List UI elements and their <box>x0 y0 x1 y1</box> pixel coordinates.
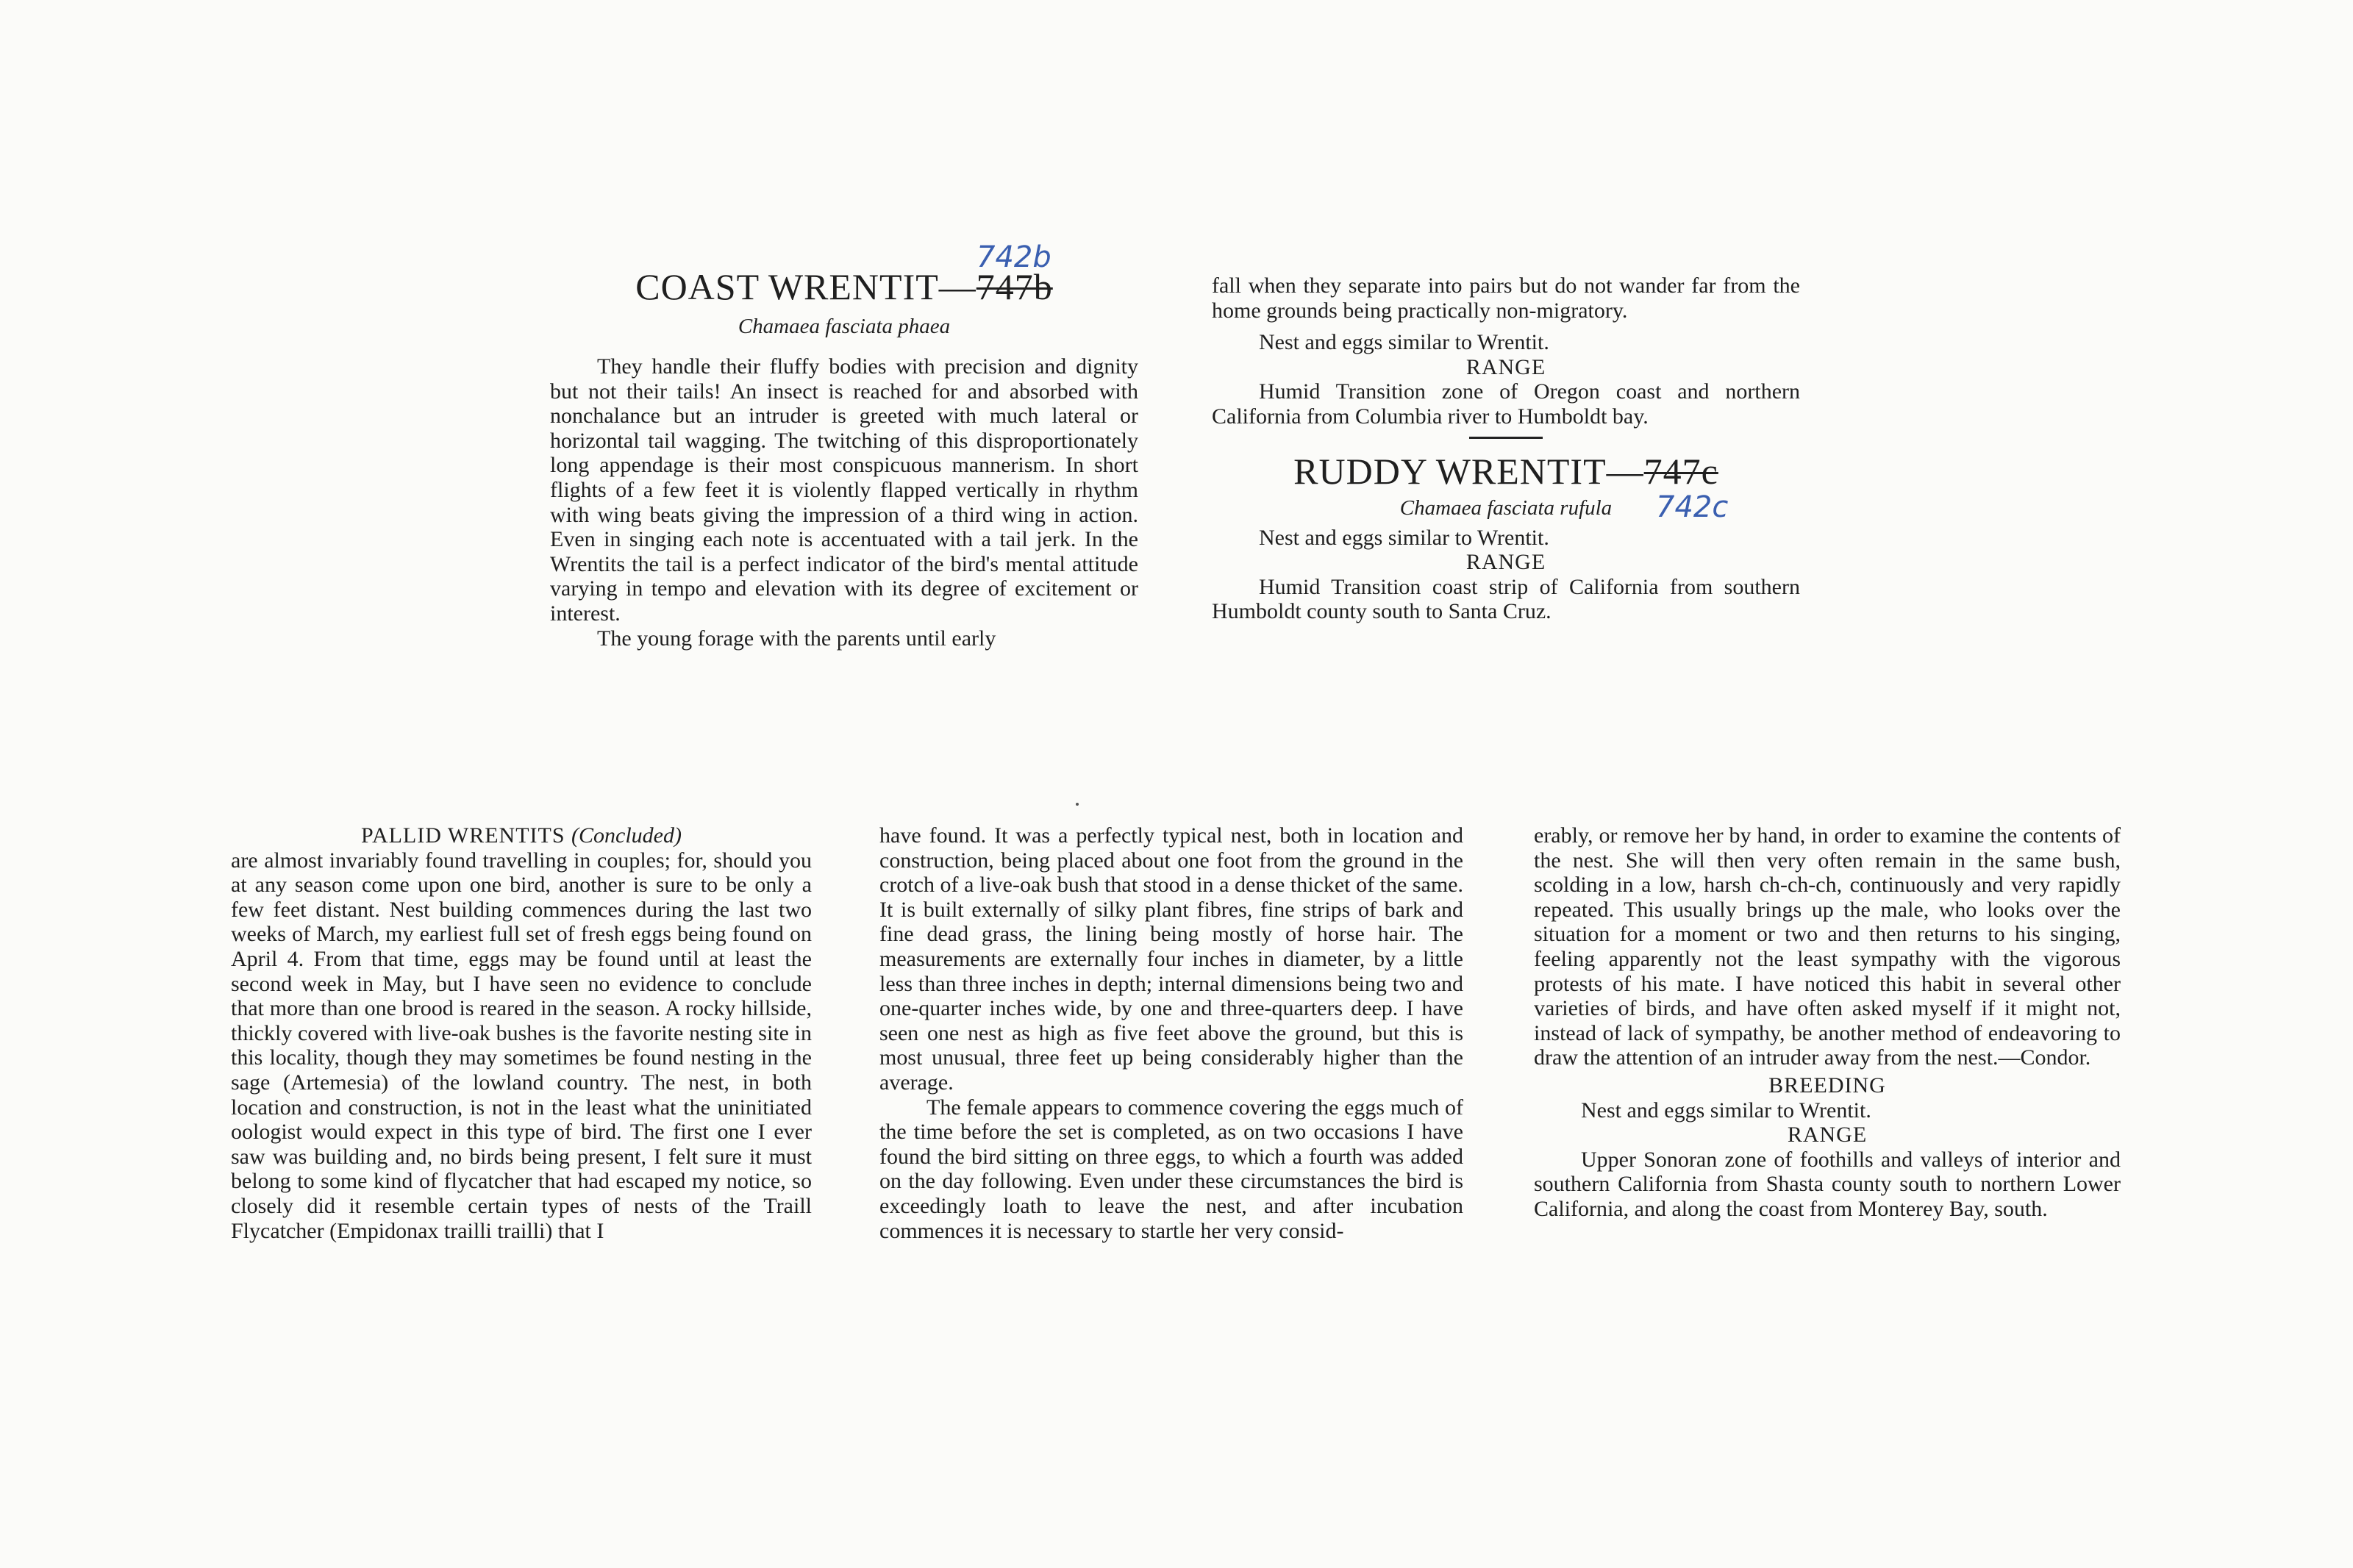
pallid-column-2 <box>879 823 1463 1243</box>
ruddy-wrentit-handwritten-number: 742c <box>1656 490 1729 524</box>
pallid-column-3-paragraph: erably, or remove her by hand, in order to examine the contents of the nest. She will then very often remain in the same bush, scolding in a low, harsh ch-ch-ch, continuously and very rapidly repeated. This usually brings up the male, who looks over the situation for a moment or two and then returns to his singing, feeling apparently not the least sympathy with the vigorous protests of his mate. I have noticed this habit in several other varieties of birds, and have often asked myself if it might not, instead of lack of sympathy, be another method of endeavoring to draw the attention of an intruder away from the nest.—Condor. <box>1534 823 2121 1070</box>
ruddy-wrentit-column <box>1212 273 1800 624</box>
coast-wrentit-continuation: fall when they separate into pairs but do not wander far from the home grounds being practically non-migratory. <box>1212 273 1800 323</box>
coast-wrentit-title-text: COAST WRENTIT— <box>635 266 976 307</box>
coast-wrentit-paragraph: They handle their fluffy bodies with precision and dignity but not their tails! An insect is reached for and absorbed with nonchalance but an intruder is greeted with much lateral or horizontal tail wagging. The twitching of this disproportionately long appendage is their most conspicuous mannerism. In short flights of a few feet it is violently flapped vertically in rhythm with wing beats giving the impression of a third wing in action. Even in singing each note is accentuated with a tail jerk. In the Wrentits the tail is a perfect indicator of the bird's mental attitude varying in tempo and elevation with its degree of excitement or interest. <box>550 354 1138 626</box>
coast-wrentit-column <box>550 265 1138 651</box>
ruddy-wrentit-struck-number: 747c <box>1643 450 1718 492</box>
pallid-wrentits-heading <box>231 823 812 848</box>
coast-wrentit-struck-number: 747b <box>976 266 1053 307</box>
pallid-column-2-paragraph-1: have found. It was a perfectly typical nest, both in location and construction, being placed about one foot from the ground in the crotch of a live-oak bush that stood in a dense thicket of the same. It is built externally of silky plant fibres, fine strips of bark and fine dead grass, the lining being mostly of horse hair. The measurements are externally four inches in diameter, by a little less than three inches in depth; internal dimensions being two and one-quarter inches wide, by one and three-quarters deep. I have seen one nest as high as five feet above the ground, but this is most unusual, three feet up being considerably higher than the average. <box>879 823 1463 1095</box>
pallid-range-text: Upper Sonoran zone of foothills and valleys of interior and southern California from Shasta county south to northern Lower California, and along the coast from Monterey Bay, south. <box>1534 1147 2121 1221</box>
pallid-column-3 <box>1534 823 2121 1222</box>
pallid-nest-eggs: Nest and eggs similar to Wrentit. <box>1581 1098 1871 1123</box>
coast-wrentit-scientific-name: Chamaea fasciata phaea <box>738 315 951 338</box>
coast-wrentit-handwritten-number: 742b <box>976 240 1051 274</box>
ruddy-wrentit-title <box>1212 449 1800 493</box>
pallid-breeding-heading: BREEDING <box>1768 1073 1886 1098</box>
ruddy-wrentit-scientific-name: Chamaea fasciata rufula <box>1399 495 1613 520</box>
ruddy-wrentit-title-text: RUDDY WRENTIT— <box>1293 450 1644 492</box>
coast-wrentit-range-heading: RANGE <box>1465 354 1546 379</box>
print-speck <box>1076 803 1079 806</box>
coast-wrentit-range-text: Humid Transition zone of Oregon coast and northern California from Columbia river to Humboldt bay. <box>1212 379 1800 429</box>
pallid-wrentits-heading-text: PALLID WRENTITS <box>361 823 565 848</box>
ruddy-wrentit-nest-eggs: Nest and eggs similar to Wrentit. <box>1259 525 1549 550</box>
coast-wrentit-paragraph-2: The young forage with the parents until early <box>597 626 996 651</box>
coast-wrentit-nest-eggs: Nest and eggs similar to Wrentit. <box>1259 330 1549 355</box>
pallid-column-2-paragraph-2: The female appears to commence covering the eggs much of the time before the set is completed, as on two occasions I have found the bird sitting on three eggs, to which a fourth was added on the day following. Even under these circumstances the bird is exceedingly loath to leave the nest, and after incubation commences it is necessary to startle her very consid- <box>879 1095 1463 1243</box>
pallid-range-heading: RANGE <box>1787 1123 1868 1148</box>
ruddy-wrentit-range-text: Humid Transition coast strip of California from southern Humboldt county south to Santa Cruz. <box>1212 574 1800 624</box>
pallid-column-1-text: are almost invariably found travelling in couples; for, should you at any season come upon one bird, another is sure to be only a few feet distant. Nest building commences during the last two weeks of March, my earliest full set of fresh eggs being found on April 4. From that time, eggs may be found until at least the second week in May, but I have seen no evidence to conclude that more than one brood is reared in the season. A rocky hillside, thickly covered with live-oak bushes is the favorite nesting site in this locality, though they may sometimes be found nesting in the sage (Artemesia) of the lowland country. The nest, in both location and construction, is not in the least what the uninitiated oologist would expect in this type of bird. The first one I ever saw was building and, no birds being present, I felt sure it must belong to some kind of flycatcher that had escaped my notice, so closely did it resemble certain types of nests of the Traill Flycatcher (Empidonax trailli trailli) that I <box>231 848 812 1243</box>
pallid-column-1 <box>231 823 812 1243</box>
pallid-wrentits-heading-note: (Concluded) <box>571 823 682 848</box>
section-divider <box>1469 437 1543 439</box>
ruddy-wrentit-range-heading: RANGE <box>1465 550 1546 575</box>
